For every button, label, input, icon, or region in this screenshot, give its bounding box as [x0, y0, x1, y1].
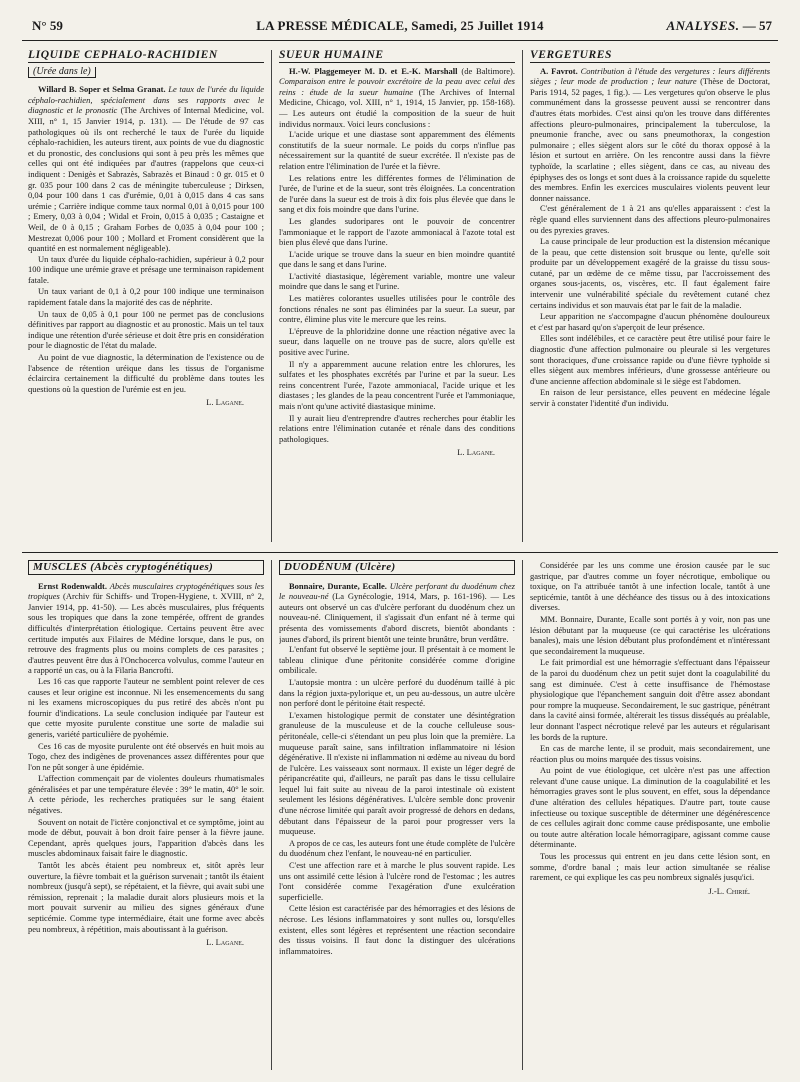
- duodenum-reference: [279, 581, 515, 645]
- muscles-para: L'affection commençait par de violentes douleurs rhumatismales généralisées et par une température élevée : 39° le matin, 40° le soir. A cette période, les recherches pratiquées sur le sang étaient négatives.: [28, 773, 264, 816]
- lcr-signature: L. Lagane.: [206, 397, 244, 408]
- page-header: [22, 18, 778, 36]
- sueur-authors: H.-W. Plaggemeyer M. D. et E.-K. Marshall: [289, 65, 458, 76]
- section-separator: [22, 552, 778, 553]
- sueur-reference: [279, 66, 515, 130]
- sueur-ref-body: (The Archives of Internal Medicine, Chicago, vol. XIII, n° 1, 1914, 15 Janvier, pp. 158-168). — Les auteurs ont étudié la composition de la sueur de huit individus normaux. Voici leurs conclusions :: [279, 86, 515, 129]
- muscles-signature: L. Lagane.: [206, 937, 244, 948]
- muscles-authors: Ernst Rodenwaldt.: [38, 580, 108, 591]
- vergetures-authors: A. Favrot.: [540, 65, 578, 76]
- duodenum-cont-para: Au point de vue étiologique, cet ulcère n'est pas une affection relevant d'une cause unique. La diminution de la coagulabilité et les hémorragies graves sont le plus souvent, en effet, sous la dépendance d'une altération des cellules hépatiques. D'autre part, toute cause infectieuse ou toxique susceptible de déterminer une dégénérescence de ces cellules agirait donc comme cause prédisposante, une embolie ou toute autre altération locale hémorragipare, agissant comme cause déterminante.: [530, 765, 770, 850]
- sueur-para: Les glandes sudoripares ont le pouvoir de concentrer l'ammoniaque et le rapport de l'azote ammoniacal à l'azote total est bien plus élevé que dans l'urine.: [279, 215, 515, 248]
- muscles-para: Tantôt les abcès étaient peu nombreux et, sitôt après leur ouverture, la fièvre tombait et la guérison survenait ; tantôt ils étaient nombreux (jusqu'à sept), se répétaient, et la fièvre, qui avait subi une rémission, reprenait ; la maladie durait alors plusieurs mois et la mort pouvait survenir au milieu des signes généraux d'une septicémie. Comme type intermédiaire, était une forme avec abcès peu nombreux, à répétition, mais aboutissant à la guérison.: [28, 860, 264, 934]
- column-divider: [522, 50, 523, 542]
- duodenum-article: [279, 560, 515, 1070]
- lcr-article: [28, 50, 264, 505]
- sueur-title: SUEUR HUMAINE: [279, 50, 515, 63]
- duodenum-authors: Bonnaire, Durante, Ecalle.: [289, 580, 387, 591]
- sueur-signature: L. Lagane.: [457, 447, 495, 458]
- muscles-para: Souvent on notait de l'ictère conjonctival et ce symptôme, joint au mode de début, pouvait à bon droit faire penser à la fièvre jaune. Cependant, après quelques jours, l'apparition d'abcès dans les muscles abdominaux faisait faire le diagnostic.: [28, 816, 264, 859]
- duodenum-para: C'est une affection rare et à marche le plus souvent rapide. Les uns ont assimilé cette lésion à l'ulcère rond de l'estomac ; les autres l'ont considérée comme l'exagération d'une exulcération superficielle.: [279, 860, 515, 902]
- duodenum-ref-body: (La Gynécologie, 1914, Mars, p. 161-196). — Les auteurs ont observé un cas d'ulcère perforant du duodénum chez un nouveau-né. Cliniquement, il s'agissait d'un enfant né à terme qui présenta des vomissements d'abord discrets, bientôt abondants : jaunes d'abord, ils prirent bientôt une teinte brunâtre, brun verdâtre.: [279, 591, 515, 644]
- lcr-para: Un taux variant de 0,1 à 0,2 pour 100 indique une terminaison rapidement fatale dans la majorité des cas de néphrite.: [28, 286, 264, 308]
- column-divider: [271, 50, 272, 542]
- duodenum-para: A propos de ce cas, les auteurs font une étude complète de l'ulcère du duodénum chez l'enfant, le nouveau-né en particulier.: [279, 837, 515, 859]
- lcr-para: Un taux de 0,05 à 0,1 pour 100 ne permet pas de conclusions définitives par rapport au diagnostic et au pronostic. Mais un tel taux indique une rétention d'urée sérieuse et doit être pris en considération pour le diagnostic de l'état du malade.: [28, 308, 264, 351]
- muscles-para: Ces 16 cas de myosite purulente ont été observés en huit mois au Togo, chez des indigènes de provenances assez différentes pour que l'on ne pût songer à une épidémie.: [28, 740, 264, 772]
- vergetures-reference: [530, 66, 770, 204]
- issue-number: N° 59: [32, 18, 63, 33]
- vergetures-title: VERGETURES: [530, 50, 770, 63]
- duodenum-cont-para: Considérée par les uns comme une érosion causée par le suc gastrique, par d'autres comme un foyer nécrotique, embolique ou toxique, on l'a attribuée tantôt à une infection locale, tantôt à une septicémie, tantôt à une déchéance des tissus ou à des intoxications diverses.: [530, 560, 770, 613]
- header-rule: [22, 40, 778, 41]
- duodenum-para: Cette lésion est caractérisée par des hémorragies et des lésions de nécrose. Les lésions inflammatoires y sont nulles ou, lorsqu'elles existent, elles sont légères et représentent une réaction secondaire des tissus voisins. Il faut donc la distinguer des ulcérations inflammatoires.: [279, 903, 515, 956]
- muscles-article: [28, 560, 264, 1068]
- lcr-ref-title: Le taux de l'urée du liquide céphalo-rachidien, spécialement dans ses rapports avec le diagnostic et le pronostic: [28, 84, 264, 116]
- vergetures-ref-title: Contribution à l'étude des vergetures : leurs différents sièges ; leur mode de production ; leur nature: [530, 65, 770, 87]
- page-number: — 57: [742, 18, 772, 33]
- duodenum-para: L'examen histologique permit de constater une désintégration granuleuse de la musculeuse et de la couche celluleuse sous-péritonéale, celle-ci s'étendant un peu plus loin que la première. La muqueuse paraît saine, sans infiltration inflammatoire ni lésion dégénérative. Il n'existe ni inflammation ni œdème au niveau du bord de l'ulcère. Les vaisseaux sont normaux. Il existe un léger degré de péripancréatite qui, d'ailleurs, ne paraît pas dans le tissu cellulaire lequel lui fait suite au niveau de la paroi intestinale où existent seulement les lésions dégénératives. L'ulcère semble donc provenir d'une nécrose limitée qui paraît avoir progressé de dehors en dedans, débutant dans l'épaisseur de la paroi pour progresser vers la muqueuse.: [279, 709, 515, 837]
- page-section: [666, 18, 772, 34]
- sueur-para: L'épreuve de la phloridzine donne une réaction négative avec la sueur, dans laquelle on ne trouve pas de sucre, alors qu'elle est positive avec l'urine.: [279, 325, 515, 358]
- duodenum-cont-para: Tous les processus qui entrent en jeu dans cette lésion sont, en somme, d'ordre banal ; mais leur action simultanée se réalise rarement, ce qui explique les cas peu nombreux signalés jusqu'ici.: [530, 851, 770, 883]
- lcr-para: Un taux d'urée du liquide céphalo-rachidien, supérieur à 0,2 pour 100 indique une urémie grave et présage une terminaison rapidement fatale.: [28, 253, 264, 285]
- column-divider: [522, 560, 523, 1070]
- sueur-para: L'activité diastasique, légèrement variable, montre une valeur moindre que dans le sang et l'urine.: [279, 270, 515, 292]
- column-divider: [271, 560, 272, 1070]
- sueur-para: Il n'y a apparemment aucune relation entre les chlorures, les sulfates et les phosphates excrétés par l'urine et par la sueur. Les reins concentrent l'urée, l'azote ammoniacal, l'acide urique et les diastases ; les glandes de la peau concentrent l'urée et l'ammoniaque, mais n'ont qu'une activité diastasique minime.: [279, 358, 515, 411]
- duodenum-ref-title: Ulcère perforant du duodénum chez le nouveau-né: [279, 580, 515, 602]
- lcr-subtitle: (Urée dans le): [28, 67, 96, 79]
- lcr-reference: [28, 84, 264, 254]
- duodenum-cont-para: MM. Bonnaire, Durante, Ecalle sont portés à y voir, non pas une lésion débutant par la muqueuse (ce qui caractérise les ulcérations banales), mais une lésion débutant plus profondément et n'intéressant que secondairement la muqueuse.: [530, 613, 770, 656]
- vergetures-para: Elles sont indélébiles, et ce caractère peut être utilisé pour faire le diagnostic d'une affection pulmonaire ou pleurale si les vergetures sont thoraciques, d'une croissance rapide ou d'une fièvre typhoïde si elles siègent aux membres inférieurs, d'une grossesse antérieure ou d'une ancienne affection abdominale si le siège est l'abdomen.: [530, 333, 770, 386]
- sueur-para: Les relations entre les différentes formes de l'élimination de l'urée, de l'urine et de la sueur, sont très éloignées. La concentration de l'urée dans la sueur est de trois à dix fois plus élevée que dans le sang et dix fois moindre que dans l'urine.: [279, 172, 515, 215]
- muscles-ref-body: (Archiv für Schiffs- und Tropen-Hygiene, t. XVIII, n° 2, Janvier 1914, pp. 41-50). — Les abcès musculaires, plus fréquents sous les tropiques que dans la zone tempérée, offrent de grandes difficultés d'interprétation étiologique. Certains peuvent être avec certitude imputés aux Filaires de Médine lorsque, dans le pus, on retrouve des fragments plus ou moins complets de ces parasites ; d'autres peuvent être dus à l'Onchocerca volvulus, comme l'auteur en a rapporté un cas, ou à la Filaria Bancrofti.: [28, 591, 264, 676]
- vergetures-para: C'est généralement de 1 à 21 ans qu'elles apparaissent : c'est la règle quand elles surviennent dans des affections pleuro-pulmonaires ou des pyrexies graves.: [530, 203, 770, 235]
- muscles-reference: [28, 581, 264, 676]
- sueur-ref-title: Comparaison entre le pouvoir excrétoire de la peau avec celui des reins : étude de la sueur humaine: [279, 76, 515, 97]
- duodenum-continued: [530, 560, 770, 1070]
- sueur-para: Les matières colorantes usuelles utilisées pour le contrôle des fonctions rénales ne sont pas éliminées par la sueur. La sueur, par contre, élimine plus vite le mercure que les reins.: [279, 293, 515, 325]
- muscles-title: MUSCLES (Abcès cryptogénétiques): [28, 560, 264, 575]
- section-name: ANALYSES.: [666, 18, 740, 33]
- muscles-para: Les 16 cas que rapporte l'auteur ne semblent point relever de ces causes et leur origine est inconnue. Ni les ensemencements du sang ni les examens microscopiques du pus retiré des abcès n'ont pu fournir d'indications. La seule conclusion indiquée par l'auteur est que cette myosite purulente constitue une sorte de maladie sui generis, variété particulière de pyohémie.: [28, 675, 264, 739]
- lcr-ref-body: (The Archives of Internal Medicine, vol. XIII, n° 1, 15 Janvier 1914, p. 131). — De l'étude de 97 cas pathologiques où ils ont recherché le taux de l'urée du liquide céphalo-rachidien, les auteurs tirent, aux points de vue du diagnostic et du pronostic, des conclusions qui sont à peu près les mêmes que celles qui ont été indiquées par d'autres (rappelons que ceux-ci indiquent : Denigès et Sabrazès, Sabrazès et Binaud : 0 gr. 015 et 0 gr. 035 pour 100 dans 2 cas de méningite tuberculeuse ; Dirksen, 0,04 pour 100 dans 1 cas d'urémie, 0,01 à 0,015 dans 4 cas sans urémie ; Carrière indique comme taux normal 0,01 à 0,015 pour 100 ; Emery, 0,03 à 0,04 ; Widal et Froin, 0,015 à 0,035 ; Castaigne et Weil, de 0 à 0,15 ; Graham Forbes de 0,035 à 0,04 pour 100 ; Mestrezat 0,006 pour 100 ; Mollard et Froment considèrent que la quantité en est normalement négligeable).: [28, 105, 264, 254]
- journal-title: LA PRESSE MÉDICALE, Samedi, 25 Juillet 1914: [256, 18, 544, 33]
- vergetures-para: En raison de leur persistance, elles peuvent en médecine légale servir à constater l'identité d'un individu.: [530, 387, 770, 408]
- sueur-affiliation: (de Baltimore).: [461, 65, 515, 76]
- lcr-authors: Willard B. Soper et Selma Granat.: [38, 84, 166, 95]
- lcr-title: LIQUIDE CÉPHALO-RACHIDIEN: [28, 50, 264, 63]
- sueur-para: L'acide urique se trouve dans la sueur en bien moindre quantité que dans le sang et dans l'urine.: [279, 248, 515, 270]
- duodenum-title: DUODÉNUM (Ulcère): [279, 560, 515, 575]
- vergetures-article: [530, 50, 770, 542]
- sueur-para: Il y aurait lieu d'entreprendre d'autres recherches pour établir les relations entre l'élimination cutanée et rénale dans des conditions pathologiques.: [279, 412, 515, 444]
- duodenum-cont-para: En cas de marche lente, il se produit, mais secondairement, une réaction plus ou moins marquée des tissus voisins.: [530, 743, 770, 764]
- muscles-ref-title: Abcès musculaires cryptogénétiques sous les tropiques: [28, 580, 264, 602]
- duodenum-cont-para: Le fait primordial est une hémorragie s'effectuant dans l'épaisseur de la paroi du duodénum chez un petit sujet dont la coagulabilité du sang est diminuée. C'est à cette insuffisance de l'hémostase physiologique que l'épanchement sanguin doit d'être assez abondant pour rompre la muqueuse. Secondairement, le suc gastrique, pénétrant dans la cavité ainsi formée, altérerait les tissus disséqués au préalable, leur donnant l'aspect nécrotique relevé par les auteurs et régularisant les bords de la rupture.: [530, 657, 770, 742]
- sueur-article: [279, 50, 515, 542]
- vergetures-para: Leur apparition ne s'accompagne d'aucun phénomène douloureux et c'est par hasard qu'on s'aperçoit de leur présence.: [530, 311, 770, 332]
- duodenum-signature: J.-L. Chirié.: [708, 885, 750, 896]
- duodenum-para: L'enfant fut observé le septième jour. Il présentait à ce moment le tableau clinique d'une péritonite considérée comme d'origine ombilicale.: [279, 644, 515, 676]
- sueur-para: L'acide urique et une diastase sont apparemment des éléments constitutifs de la sueur normale. Le poids du corps n'influe pas nécessairement sur la quantité de sueur excrétée. Il n'existe pas de relation entre l'élimination de l'urée et la fièvre.: [279, 129, 515, 171]
- lcr-para: Au point de vue diagnostic, la détermination de l'existence ou de l'absence de rétention uréique dans les tissus de l'organisme éclaircira certainement la difficulté du problème dans toutes les questions où la question de l'urémie est en jeu.: [28, 352, 264, 394]
- duodenum-para: L'autopsie montra : un ulcère perforé du duodénum taillé à pic dans la région juxta-pylorique et, un peu au-dessous, un autre ulcère non perforé dont le péritoine était respecté.: [279, 676, 515, 709]
- vergetures-para: La cause principale de leur production est la distension mécanique de la peau, que cette distension soit brusque ou lente, qu'elle soit produite par un développement exagéré de la graisse du tissu sous-cutané, par un œdème de ce même tissu, par l'accroissement des organes sous-jacents, os, viscères, etc. Il faut également faire intervenir une vulnérabilité spéciale du revêtement cutané chez certains individus et son mauvais état par le fait de la maladie.: [530, 236, 770, 310]
- vergetures-ref-body: (Thèse de Doctorat, Paris 1914, 52 pages, 1 fig.). — Les vergetures qu'on observe le plus communément dans la grossesse peuvent aussi se rencontrer dans d'autres états morbides. C'est ainsi qu'on les trouve dans différentes affections pleuro-pulmonaires, principalement la tuberculose, la pneumonie franche, avec ou sans pneumothorax, la congestion pulmonaire ; elles siègent alors sur le côté du thorax opposé à la lésion et surtout en arrière. On les rencontre aussi dans la fièvre typhoïde, la scarlatine ; elles siègent, dans ce cas, au niveau des épiphyses des os longs et sont dues à la croissance rapide du squelette des membres. Enfin les exercices musculaires violents peuvent leur donner naissance.: [530, 76, 770, 203]
